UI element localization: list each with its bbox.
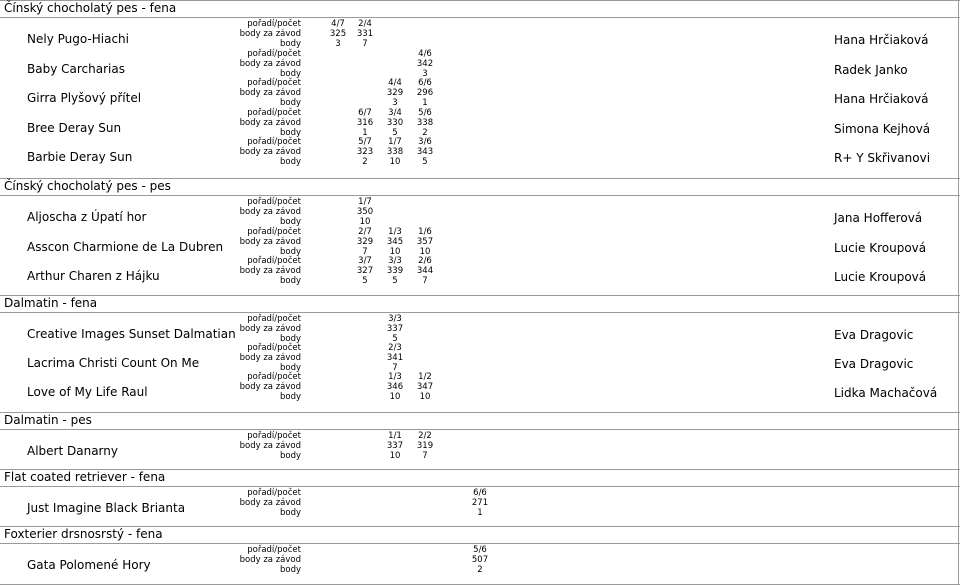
grid-line <box>0 17 960 18</box>
stat-value: 345 <box>386 237 404 247</box>
stat-value: 325 <box>329 29 347 39</box>
row-label: body za závod <box>239 88 301 98</box>
row-label: body <box>279 276 301 286</box>
stat-value: 337 <box>386 324 404 334</box>
row-label: body za závod <box>239 498 301 508</box>
stat-value: 10 <box>389 157 401 167</box>
stat-value: 3 <box>335 39 341 49</box>
owner-name: Lidka Machačová <box>834 386 938 400</box>
dog-name: Girra Plyšový přítel <box>27 91 142 105</box>
stat-value: 327 <box>356 266 374 276</box>
row-label: pořadí/počet <box>247 49 301 59</box>
row-label: body <box>279 128 301 138</box>
section-title: Flat coated retriever - fena <box>4 470 166 484</box>
stat-value: 2/2 <box>418 431 432 441</box>
row-label: body za závod <box>239 118 301 128</box>
row-label: body <box>279 39 301 49</box>
stat-value: 2/7 <box>358 227 372 237</box>
stat-value: 3/3 <box>388 256 402 266</box>
stat-value: 5/6 <box>418 108 432 118</box>
row-label: body za závod <box>239 237 301 247</box>
owner-name: Simona Kejhová <box>834 122 931 136</box>
row-label: pořadí/počet <box>247 431 301 441</box>
owner-name: Lucie Kroupová <box>834 270 927 284</box>
stat-value: 1 <box>422 98 428 108</box>
row-label: pořadí/počet <box>247 78 301 88</box>
section-heading <box>0 0 960 17</box>
owner-name: Hana Hrčiaková <box>834 92 929 106</box>
stat-value: 5 <box>392 128 398 138</box>
stat-value: 5 <box>362 276 368 286</box>
stat-value: 338 <box>386 147 404 157</box>
stat-value: 7 <box>422 451 428 461</box>
stat-value: 338 <box>416 118 434 128</box>
section-title: Čínský chocholatý pes - pes <box>4 179 171 193</box>
owner-name: Eva Dragovic <box>834 357 914 371</box>
section-title: Foxterier drsnosrstý - fena <box>4 527 163 541</box>
stat-value: 1/6 <box>418 227 432 237</box>
row-label: body za závod <box>239 147 301 157</box>
row-label: body <box>279 217 301 227</box>
stat-value: 1/7 <box>388 137 402 147</box>
owner-name: R+ Y Skřivanovi <box>834 151 931 165</box>
grid-line <box>0 312 960 313</box>
stat-value: 1/1 <box>388 431 402 441</box>
stat-value: 337 <box>386 441 404 451</box>
owner-name: Lucie Kroupová <box>834 241 927 255</box>
row-label: pořadí/počet <box>247 19 301 29</box>
stat-value: 3 <box>422 69 428 79</box>
row-label: body <box>279 334 301 344</box>
stat-value: 339 <box>386 266 404 276</box>
stat-value: 357 <box>416 237 434 247</box>
stat-value: 5 <box>392 276 398 286</box>
stat-value: 1/7 <box>358 197 372 207</box>
dog-name: Barbie Deray Sun <box>27 150 133 164</box>
row-label: body <box>279 392 301 402</box>
row-label: body <box>279 69 301 79</box>
grid-line <box>0 195 960 196</box>
dog-name: Lacrima Christi Count On Me <box>27 356 200 370</box>
dog-name: Love of My Life Raul <box>27 385 148 399</box>
section-heading <box>0 178 960 195</box>
row-label: pořadí/počet <box>247 256 301 266</box>
stat-value: 2/3 <box>388 343 402 353</box>
stat-value: 2/6 <box>418 256 432 266</box>
stat-value: 3/4 <box>388 108 402 118</box>
row-label: body za závod <box>239 324 301 334</box>
row-label: body za závod <box>239 353 301 363</box>
stat-value: 10 <box>359 217 371 227</box>
stat-value: 342 <box>416 59 434 69</box>
stat-value: 5/6 <box>473 545 487 555</box>
row-label: body za závod <box>239 29 301 39</box>
dog-name: Gata Polomené Hory <box>27 558 151 572</box>
row-label: pořadí/počet <box>247 343 301 353</box>
stat-value: 296 <box>416 88 434 98</box>
grid-line <box>0 429 960 430</box>
stat-value: 3/6 <box>418 137 432 147</box>
dog-name: Asscon Charmione de La Dubren <box>27 240 224 254</box>
stat-value: 7 <box>422 276 428 286</box>
dog-name: Nely Pugo-Hiachi <box>27 32 129 46</box>
section-title: Dalmatin - fena <box>4 296 98 310</box>
stat-value: 343 <box>416 147 434 157</box>
row-label: body <box>279 98 301 108</box>
stat-value: 329 <box>356 237 374 247</box>
row-label: body za závod <box>239 207 301 217</box>
grid-line <box>958 0 959 585</box>
stat-value: 2 <box>422 128 428 138</box>
row-label: body za závod <box>239 555 301 565</box>
row-label: body <box>279 451 301 461</box>
stat-value: 329 <box>386 88 404 98</box>
stat-value: 10 <box>389 451 401 461</box>
dog-name: Just Imagine Black Brianta <box>27 501 186 515</box>
stat-value: 346 <box>386 382 404 392</box>
stat-value: 2 <box>362 157 368 167</box>
row-label: body <box>279 508 301 518</box>
stat-value: 350 <box>356 207 374 217</box>
stat-value: 316 <box>356 118 374 128</box>
stat-value: 331 <box>356 29 374 39</box>
stat-value: 2 <box>477 565 483 575</box>
stat-value: 5/7 <box>358 137 372 147</box>
stat-value: 3/7 <box>358 256 372 266</box>
stat-value: 3 <box>392 98 398 108</box>
row-label: body <box>279 157 301 167</box>
section-title: Dalmatin - pes <box>4 413 92 427</box>
grid-line <box>0 543 960 544</box>
stat-value: 347 <box>416 382 434 392</box>
owner-name: Hana Hrčiaková <box>834 33 929 47</box>
row-label: body <box>279 565 301 575</box>
stat-value: 7 <box>362 39 368 49</box>
row-label: body za závod <box>239 441 301 451</box>
stat-value: 7 <box>392 363 398 373</box>
stat-value: 330 <box>386 118 404 128</box>
stat-value: 3/3 <box>388 314 402 324</box>
section-heading <box>0 469 960 486</box>
stat-value: 10 <box>419 247 431 257</box>
stat-value: 319 <box>416 441 434 451</box>
stat-value: 10 <box>389 247 401 257</box>
row-label: pořadí/počet <box>247 227 301 237</box>
row-label: pořadí/počet <box>247 488 301 498</box>
stat-value: 6/7 <box>358 108 372 118</box>
dog-name: Albert Danarny <box>27 444 118 458</box>
grid-line <box>0 486 960 487</box>
stat-value: 10 <box>419 392 431 402</box>
dog-name: Aljoscha z Úpatí hor <box>27 210 147 224</box>
stat-value: 1/3 <box>388 227 402 237</box>
section-heading <box>0 412 960 429</box>
row-label: body za závod <box>239 382 301 392</box>
stat-value: 6/6 <box>418 78 432 88</box>
row-label: pořadí/počet <box>247 372 301 382</box>
stat-value: 323 <box>356 147 374 157</box>
section-heading <box>0 295 960 312</box>
stat-value: 341 <box>386 353 404 363</box>
stat-value: 1/3 <box>388 372 402 382</box>
section-heading <box>0 526 960 543</box>
stat-value: 1 <box>477 508 483 518</box>
owner-name: Eva Dragovic <box>834 328 914 342</box>
dog-name: Creative Images Sunset Dalmatian <box>27 327 236 341</box>
stat-value: 1/2 <box>418 372 432 382</box>
row-label: pořadí/počet <box>247 108 301 118</box>
stat-value: 507 <box>471 555 489 565</box>
stat-value: 2/4 <box>358 19 372 29</box>
dog-name: Arthur Charen z Hájku <box>27 269 160 283</box>
dog-name: Baby Carcharias <box>27 62 125 76</box>
row-label: pořadí/počet <box>247 545 301 555</box>
stat-value: 7 <box>362 247 368 257</box>
stat-value: 6/6 <box>473 488 487 498</box>
row-label: body <box>279 363 301 373</box>
owner-name: Jana Hofferová <box>834 211 923 225</box>
owner-name: Radek Janko <box>834 63 908 77</box>
row-label: body za závod <box>239 266 301 276</box>
stat-value: 5 <box>392 334 398 344</box>
row-label: body za závod <box>239 59 301 69</box>
row-label: body <box>279 247 301 257</box>
section-title: Čínský chocholatý pes - fena <box>4 1 177 15</box>
stat-value: 344 <box>416 266 434 276</box>
stat-value: 271 <box>471 498 489 508</box>
stat-value: 5 <box>422 157 428 167</box>
stat-value: 1 <box>362 128 368 138</box>
row-label: pořadí/počet <box>247 197 301 207</box>
dog-name: Bree Deray Sun <box>27 121 122 135</box>
stat-value: 10 <box>389 392 401 402</box>
stat-value: 4/4 <box>388 78 402 88</box>
stat-value: 4/7 <box>331 19 345 29</box>
stat-value: 4/6 <box>418 49 432 59</box>
row-label: pořadí/počet <box>247 314 301 324</box>
row-label: pořadí/počet <box>247 137 301 147</box>
